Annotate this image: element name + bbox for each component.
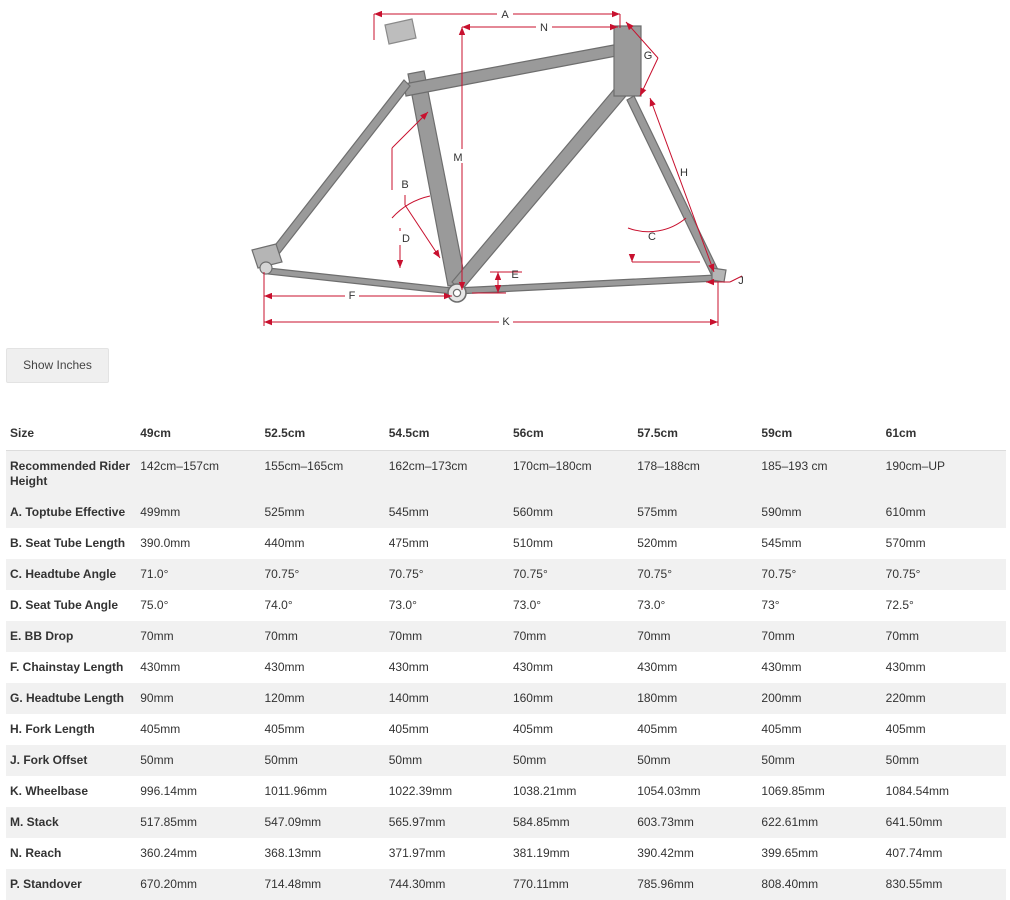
dimension-label-H: H [680, 167, 688, 179]
cell: 545mm [757, 528, 881, 559]
cell: 744.30mm [385, 869, 509, 900]
cell: 1011.96mm [260, 776, 384, 807]
cell: 390.42mm [633, 838, 757, 869]
dimension-label-B: B [401, 179, 408, 191]
cell: 50mm [260, 745, 384, 776]
cell: 570mm [882, 528, 1006, 559]
cell: 610mm [882, 497, 1006, 528]
cell: 714.48mm [260, 869, 384, 900]
column-header-49cm: 49cm [136, 418, 260, 451]
cell: 405mm [260, 714, 384, 745]
table-row [6, 528, 1006, 559]
cell: 70mm [882, 621, 1006, 652]
row-label: J. Fork Offset [6, 745, 136, 776]
cell: 830.55mm [882, 869, 1006, 900]
geometry-table-body [6, 451, 1006, 900]
cell: 622.61mm [757, 807, 881, 838]
cell: 641.50mm [882, 807, 1006, 838]
cell: 430mm [385, 652, 509, 683]
cell: 1069.85mm [757, 776, 881, 807]
cell: 525mm [260, 497, 384, 528]
cell: 510mm [509, 528, 633, 559]
cell: 785.96mm [633, 869, 757, 900]
cell: 162cm–173cm [385, 451, 509, 498]
cell: 70.75° [385, 559, 509, 590]
cell: 180mm [633, 683, 757, 714]
cell: 190cm–UP [882, 451, 1006, 498]
row-label: N. Reach [6, 838, 136, 869]
cell: 547.09mm [260, 807, 384, 838]
cell: 185–193 cm [757, 451, 881, 498]
cell: 70mm [136, 621, 260, 652]
cell: 73.0° [509, 590, 633, 621]
cell: 155cm–165cm [260, 451, 384, 498]
cell: 70.75° [882, 559, 1006, 590]
cell: 560mm [509, 497, 633, 528]
cell: 381.19mm [509, 838, 633, 869]
cell: 430mm [882, 652, 1006, 683]
column-header-57-5cm: 57.5cm [633, 418, 757, 451]
dimension-label-K: K [502, 316, 510, 328]
row-label: Recommended Rider Height [6, 451, 136, 498]
table-row [6, 807, 1006, 838]
cell: 1084.54mm [882, 776, 1006, 807]
table-row [6, 559, 1006, 590]
cell: 170cm–180cm [509, 451, 633, 498]
cell: 70.75° [633, 559, 757, 590]
column-header-59cm: 59cm [757, 418, 881, 451]
cell: 475mm [385, 528, 509, 559]
table-row [6, 838, 1006, 869]
cell: 70.75° [509, 559, 633, 590]
dimension-label-D: D [402, 233, 410, 245]
table-header-row [6, 418, 1006, 451]
cell: 405mm [882, 714, 1006, 745]
cell: 70mm [509, 621, 633, 652]
cell: 1038.21mm [509, 776, 633, 807]
cell: 405mm [633, 714, 757, 745]
row-label: M. Stack [6, 807, 136, 838]
cell: 430mm [509, 652, 633, 683]
column-header-61cm: 61cm [882, 418, 1006, 451]
table-row [6, 683, 1006, 714]
column-header-54-5cm: 54.5cm [385, 418, 509, 451]
cell: 178–188cm [633, 451, 757, 498]
table-row [6, 714, 1006, 745]
cell: 160mm [509, 683, 633, 714]
cell: 430mm [136, 652, 260, 683]
row-label: G. Headtube Length [6, 683, 136, 714]
table-row [6, 776, 1006, 807]
cell: 808.40mm [757, 869, 881, 900]
cell: 73.0° [385, 590, 509, 621]
cell: 120mm [260, 683, 384, 714]
cell: 430mm [633, 652, 757, 683]
cell: 996.14mm [136, 776, 260, 807]
cell: 140mm [385, 683, 509, 714]
row-label: F. Chainstay Length [6, 652, 136, 683]
cell: 73° [757, 590, 881, 621]
column-header-size: Size [6, 418, 136, 451]
cell: 50mm [509, 745, 633, 776]
dimension-label-C: C [648, 231, 656, 243]
cell: 360.24mm [136, 838, 260, 869]
table-row [6, 497, 1006, 528]
dimension-label-F: F [349, 290, 356, 302]
cell: 545mm [385, 497, 509, 528]
cell: 1054.03mm [633, 776, 757, 807]
frame-geometry-diagram [0, 0, 1010, 340]
cell: 90mm [136, 683, 260, 714]
table-row [6, 869, 1006, 900]
dimension-label-E: E [511, 269, 518, 281]
column-header-56cm: 56cm [509, 418, 633, 451]
table-row [6, 745, 1006, 776]
cell: 399.65mm [757, 838, 881, 869]
cell: 50mm [633, 745, 757, 776]
cell: 565.97mm [385, 807, 509, 838]
cell: 407.74mm [882, 838, 1006, 869]
cell: 70mm [757, 621, 881, 652]
table-row [6, 590, 1006, 621]
cell: 405mm [509, 714, 633, 745]
cell: 142cm–157cm [136, 451, 260, 498]
cell: 70mm [633, 621, 757, 652]
cell: 770.11mm [509, 869, 633, 900]
dimension-label-G: G [644, 50, 653, 62]
frame-outline [252, 19, 726, 302]
dimension-label-A: A [501, 9, 509, 21]
cell: 70mm [385, 621, 509, 652]
table-row [6, 621, 1006, 652]
cell: 72.5° [882, 590, 1006, 621]
row-label: H. Fork Length [6, 714, 136, 745]
table-row [6, 652, 1006, 683]
row-label: P. Standover [6, 869, 136, 900]
cell: 75.0° [136, 590, 260, 621]
cell: 390.0mm [136, 528, 260, 559]
cell: 670.20mm [136, 869, 260, 900]
table-row [6, 451, 1006, 498]
dimension-label-M: M [453, 152, 462, 164]
cell: 405mm [136, 714, 260, 745]
row-label: B. Seat Tube Length [6, 528, 136, 559]
row-label: A. Toptube Effective [6, 497, 136, 528]
row-label: E. BB Drop [6, 621, 136, 652]
cell: 220mm [882, 683, 1006, 714]
column-header-52-5cm: 52.5cm [260, 418, 384, 451]
cell: 50mm [882, 745, 1006, 776]
cell: 517.85mm [136, 807, 260, 838]
cell: 371.97mm [385, 838, 509, 869]
cell: 584.85mm [509, 807, 633, 838]
cell: 50mm [385, 745, 509, 776]
cell: 73.0° [633, 590, 757, 621]
cell: 368.13mm [260, 838, 384, 869]
cell: 520mm [633, 528, 757, 559]
cell: 440mm [260, 528, 384, 559]
cell: 405mm [385, 714, 509, 745]
dimension-label-N: N [540, 22, 548, 34]
cell: 603.73mm [633, 807, 757, 838]
row-label: K. Wheelbase [6, 776, 136, 807]
cell: 70.75° [757, 559, 881, 590]
cell: 50mm [757, 745, 881, 776]
cell: 50mm [136, 745, 260, 776]
cell: 590mm [757, 497, 881, 528]
cell: 70mm [260, 621, 384, 652]
cell: 200mm [757, 683, 881, 714]
row-label: C. Headtube Angle [6, 559, 136, 590]
cell: 499mm [136, 497, 260, 528]
cell: 71.0° [136, 559, 260, 590]
cell: 70.75° [260, 559, 384, 590]
dimension-label-J: J [738, 275, 744, 287]
cell: 74.0° [260, 590, 384, 621]
show-inches-button[interactable]: Show Inches [6, 348, 109, 383]
geometry-table-header [6, 418, 1006, 451]
row-label: D. Seat Tube Angle [6, 590, 136, 621]
cell: 575mm [633, 497, 757, 528]
cell: 1022.39mm [385, 776, 509, 807]
cell: 405mm [757, 714, 881, 745]
cell: 430mm [757, 652, 881, 683]
cell: 430mm [260, 652, 384, 683]
geometry-table [6, 418, 1006, 900]
